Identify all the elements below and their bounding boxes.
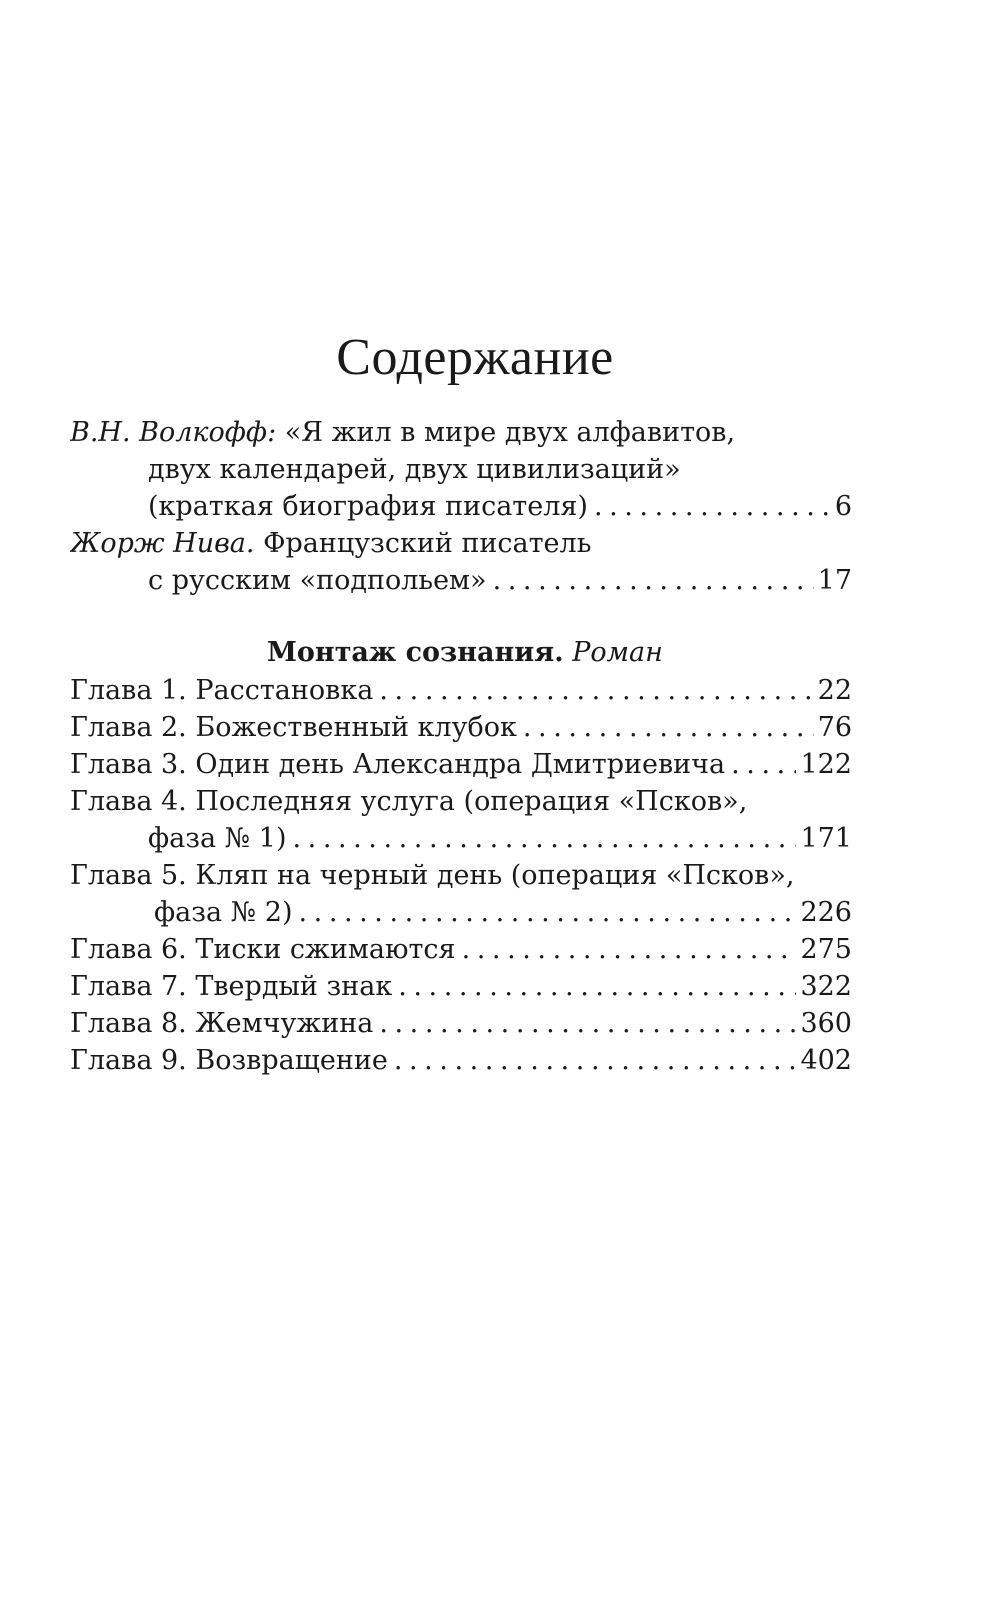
entry-author: Жорж Нива. xyxy=(70,528,255,559)
page-number: 402 xyxy=(800,1045,852,1076)
toc-entry xyxy=(148,562,852,600)
chapter-title-continued: фаза № 2) xyxy=(154,897,293,928)
chapter-entry xyxy=(70,931,852,969)
chapter-entry-line xyxy=(70,783,870,821)
chapter-entry xyxy=(70,1042,852,1080)
chapter-title: Глава 3. Один день Александра Дмитриевича xyxy=(70,749,726,780)
chapter-entry xyxy=(154,894,852,932)
chapter-title: Глава 6. Тиски сжимаются xyxy=(70,934,456,965)
page-number: 17 xyxy=(817,565,852,596)
toc-entry xyxy=(148,488,852,526)
page-number: 275 xyxy=(800,934,852,965)
leader-dots xyxy=(493,562,814,600)
toc-entry-line xyxy=(70,525,870,563)
page-number: 322 xyxy=(800,971,852,1002)
leader-dots xyxy=(394,1042,797,1080)
chapter-title: Глава 8. Жемчужина xyxy=(70,1008,374,1039)
chapter-title: Глава 5. Кляп на черный день (операция «Псков», xyxy=(70,860,795,891)
leader-dots xyxy=(594,488,831,526)
chapter-title: Глава 4. Последняя услуга (операция «Псков», xyxy=(70,786,748,817)
page-number: 76 xyxy=(817,712,852,743)
entry-author: В.Н. Волкофф: xyxy=(70,417,277,448)
chapter-title-continued: фаза № 1) xyxy=(148,823,287,854)
entry-title-line: Французский писатель xyxy=(263,528,592,559)
chapter-title: Глава 9. Возвращение xyxy=(70,1045,388,1076)
chapter-entry xyxy=(70,672,852,710)
section-subtitle: Роман xyxy=(572,637,663,668)
page-number: 6 xyxy=(834,491,852,522)
toc-entry-line xyxy=(70,414,870,452)
entry-title-line: «Я жил в мире двух алфавитов, xyxy=(284,417,736,448)
entry-title-line: двух календарей, двух цивилизаций» xyxy=(148,454,681,485)
chapter-entry-line xyxy=(70,857,870,895)
page-number: 122 xyxy=(800,749,852,780)
chapter-entry xyxy=(70,968,852,1006)
chapter-title: Глава 7. Твердый знак xyxy=(70,971,393,1002)
page-number: 171 xyxy=(800,823,852,854)
leader-dots xyxy=(462,931,797,969)
entry-title-line: (краткая биография писателя) xyxy=(148,491,588,522)
page-number: 226 xyxy=(800,897,852,928)
page-number: 360 xyxy=(800,1008,852,1039)
chapter-title: Глава 1. Расстановка xyxy=(70,675,374,706)
leader-dots xyxy=(292,820,796,858)
chapter-entry xyxy=(70,709,852,747)
toc-entry-line xyxy=(148,451,898,489)
section-heading xyxy=(0,634,930,672)
chapter-title: Глава 2. Божественный клубок xyxy=(70,712,517,743)
chapter-entry xyxy=(70,1005,852,1043)
page-number: 22 xyxy=(817,675,852,706)
leader-dots xyxy=(731,746,796,784)
entry-title-line: с русским «подпольем» xyxy=(148,565,487,596)
page-title: Содержание xyxy=(336,329,614,386)
leader-dots xyxy=(398,968,796,1006)
leader-dots xyxy=(379,1005,796,1043)
chapter-entry xyxy=(70,746,852,784)
leader-dots xyxy=(298,894,796,932)
leader-dots xyxy=(523,709,814,747)
section-title: Монтаж сознания. xyxy=(267,637,564,668)
leader-dots xyxy=(379,672,813,710)
chapter-entry xyxy=(148,820,852,858)
